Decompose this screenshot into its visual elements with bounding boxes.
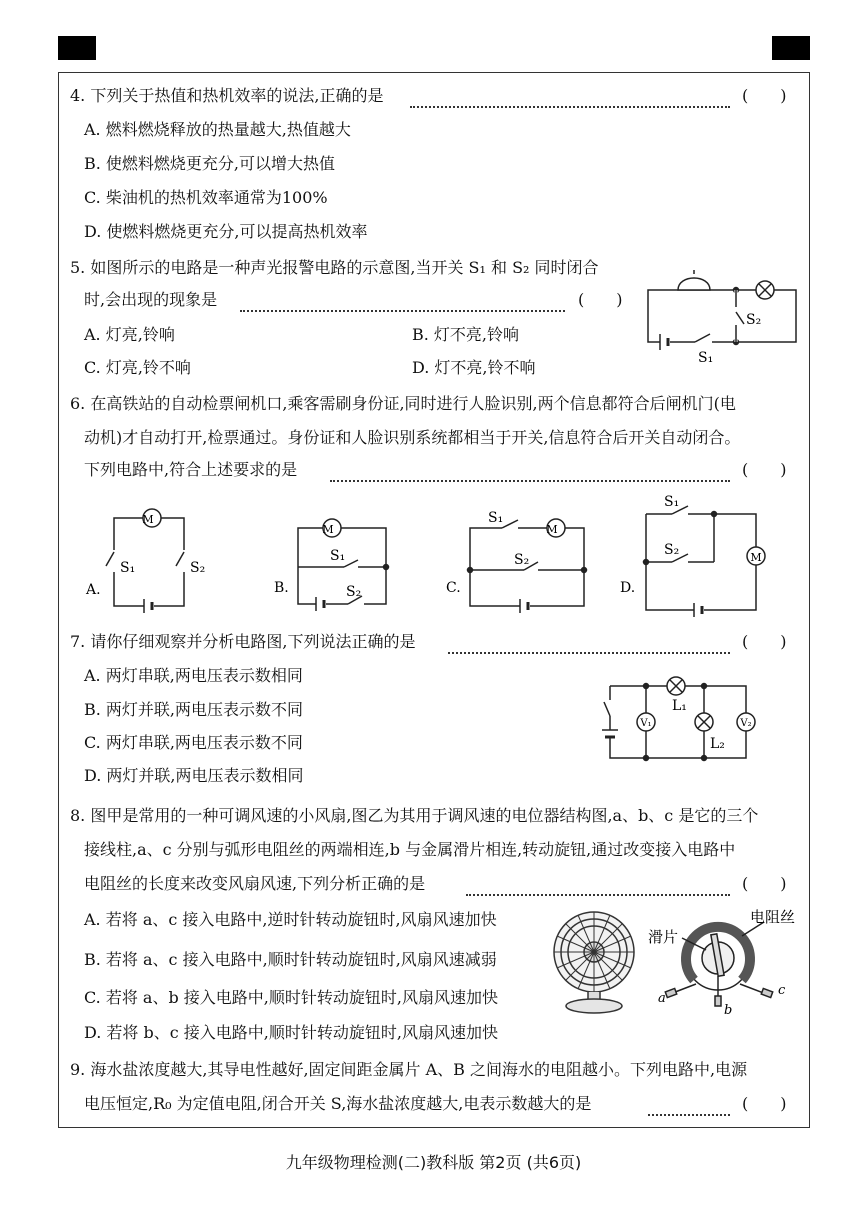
q8-option-d: D. 若将 b、c 接入电路中,顺时针转动旋钮时,风扇风速加快	[84, 1023, 498, 1042]
svg-text:M: M	[750, 551, 762, 564]
svg-text:S₁: S₁	[488, 510, 504, 526]
q9-dots	[648, 1094, 730, 1116]
q9-answer-paren: ( )	[742, 1094, 787, 1113]
q6-option-a-label: A.	[86, 582, 101, 598]
q6-stem-line1: 6. 在高铁站的自动检票闸机口,乘客需刷身份证,同时进行人脸识别,两个信息都符合后闸机门(电	[70, 394, 736, 413]
q5-option-c: C. 灯亮,铃不响	[84, 358, 191, 377]
q8-option-b: B. 若将 a、c 接入电路中,顺时针转动旋钮时,风扇风速减弱	[84, 950, 497, 969]
q4-option-a: A. 燃料燃烧释放的热量越大,热值越大	[84, 120, 351, 139]
q5-option-a: A. 灯亮,铃响	[84, 325, 175, 344]
q8-fan-figure	[548, 906, 640, 1018]
svg-text:L₂: L₂	[710, 736, 725, 752]
registration-mark-left	[58, 36, 96, 60]
q8-stem-line1: 8. 图甲是常用的一种可调风速的小风扇,图乙为其用于调风速的电位器结构图,a、b、c 是它的三个	[70, 806, 759, 825]
q7-option-c: C. 两灯串联,两电压表示数不同	[84, 733, 303, 752]
q4-dots	[410, 86, 730, 108]
q7-option-b: B. 两灯并联,两电压表示数不同	[84, 700, 304, 719]
svg-text:S₂: S₂	[514, 552, 530, 568]
q8-stem-line2: 接线柱,a、c 分别与弧形电阻丝的两端相连,b 与金属滑片相连,转动旋钮,通过改变接入电路中	[84, 840, 736, 859]
q7-stem: 7. 请你仔细观察并分析电路图,下列说法正确的是	[70, 632, 416, 651]
q6-option-b-label: B.	[274, 580, 289, 596]
q4-answer-paren: ( )	[742, 86, 787, 105]
q9-stem-line1: 9. 海水盐浓度越大,其导电性越好,固定间距金属片 A、B 之间海水的电阻越小。下列电路中,电源	[70, 1060, 748, 1079]
q6-option-c-label: C.	[446, 580, 461, 596]
svg-text:V₂: V₂	[740, 718, 752, 729]
q7-answer-paren: ( )	[742, 632, 787, 651]
page-footer: 九年级物理检测(二)教科版 第2页 (共6页)	[285, 1153, 582, 1172]
q6-stem-line3: 下列电路中,符合上述要求的是	[84, 460, 298, 479]
svg-text:S₂: S₂	[190, 560, 206, 576]
q6-option-d-label: D.	[620, 580, 636, 596]
q5-option-b: B. 灯不亮,铃响	[412, 325, 520, 344]
bell-icon	[678, 278, 710, 290]
svg-text:V₁: V₁	[640, 718, 652, 729]
q6-stem-line2: 动机)才自动打开,检票通过。身份证和人脸识别系统都相当于开关,信息符合后开关自动闭合。	[84, 428, 741, 447]
q6-circuit-b	[272, 510, 402, 615]
q6-circuit-a	[84, 500, 214, 615]
q7-dots	[448, 632, 730, 654]
q4-option-b: B. 使燃料燃烧更充分,可以增大热值	[84, 154, 336, 173]
q8-slider-label: 滑片	[648, 928, 679, 946]
q4-stem: 4. 下列关于热值和热机效率的说法,正确的是	[70, 86, 384, 105]
q7-circuit-figure	[596, 670, 786, 770]
svg-text:b: b	[724, 1003, 733, 1018]
q6-dots	[330, 460, 730, 482]
q8-stem-line3: 电阻丝的长度来改变风扇风速,下列分析正确的是	[84, 874, 426, 893]
q5-answer-paren: ( )	[578, 290, 623, 309]
svg-text:M: M	[546, 523, 558, 536]
q8-option-a: A. 若将 a、c 接入电路中,逆时针转动旋钮时,风扇风速加快	[84, 910, 497, 929]
q8-option-c: C. 若将 a、b 接入电路中,顺时针转动旋钮时,风扇风速加快	[84, 988, 498, 1007]
q7-option-d: D. 两灯并联,两电压表示数相同	[84, 766, 304, 785]
svg-text:c: c	[778, 983, 786, 998]
q8-wire-label: 电阻丝	[750, 908, 796, 926]
q7-option-a: A. 两灯串联,两电压表示数相同	[84, 666, 303, 685]
registration-mark-right	[772, 36, 810, 60]
svg-text:S₁: S₁	[120, 560, 136, 576]
q5-s2-label: S₂	[746, 312, 762, 328]
svg-text:M: M	[142, 513, 154, 526]
svg-text:M: M	[322, 523, 334, 536]
svg-text:S₁: S₁	[330, 548, 346, 564]
q6-circuit-d	[618, 492, 778, 620]
svg-text:L₁: L₁	[672, 698, 687, 714]
svg-text:a: a	[658, 991, 666, 1006]
q9-stem-line2: 电压恒定,R₀ 为定值电阻,闭合开关 S,海水盐浓度越大,电表示数越大的是	[84, 1094, 592, 1113]
q6-answer-paren: ( )	[742, 460, 787, 479]
svg-text:S₂: S₂	[346, 584, 362, 600]
q5-s1-label: S₁	[698, 350, 714, 366]
q5-stem-line2: 时,会出现的现象是	[84, 290, 218, 309]
q6-circuit-c	[444, 506, 594, 616]
q4-option-d: D. 使燃料燃烧更充分,可以提高热机效率	[84, 222, 368, 241]
q5-option-d: D. 灯不亮,铃不响	[412, 358, 536, 377]
q8-potentiometer-figure	[646, 906, 806, 1018]
svg-text:S₁: S₁	[664, 494, 680, 510]
q8-dots	[466, 874, 730, 896]
svg-text:S₂: S₂	[664, 542, 680, 558]
q5-stem-line1: 5. 如图所示的电路是一种声光报警电路的示意图,当开关 S₁ 和 S₂ 同时闭合	[70, 258, 599, 277]
q5-circuit-figure	[640, 262, 805, 372]
q4-option-c: C. 柴油机的热机效率通常为100%	[84, 188, 328, 207]
q5-dots	[240, 290, 565, 312]
q8-answer-paren: ( )	[742, 874, 787, 893]
